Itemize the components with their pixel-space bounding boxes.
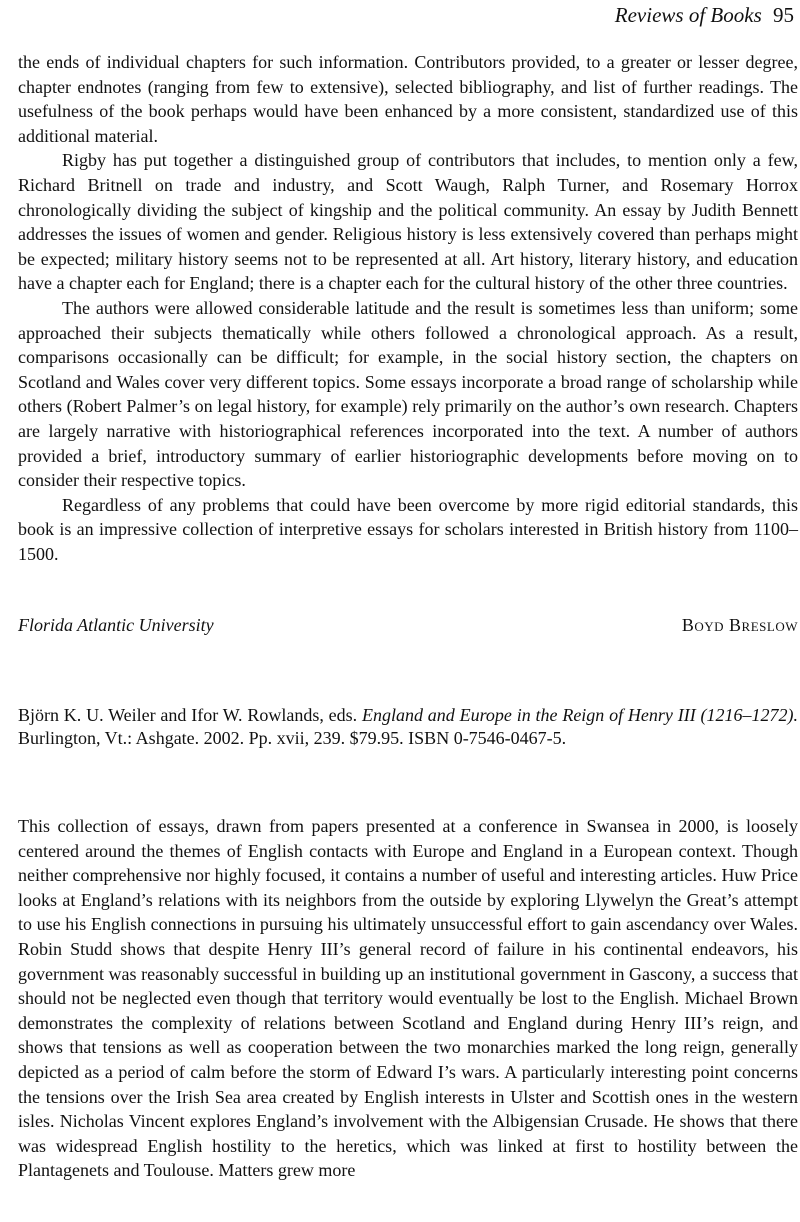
paragraph: This collection of essays, drawn from papers presented at a conference in Swansea in 2000, is loosely centered around the themes of English contacts with Europe and England in a European context. Though neither comprehensive nor highly focused, it contains a number of useful and interesting articles. Huw Price looks at England’s relations with its neighbors from the outside by exploring Llywelyn the Great’s attempt to use his English connections in pursuing his ultimately unsuccessful effort to gain ascendancy over Wales. Robin Studd shows that despite Henry III’s general record of failure in his continental endeavors, his government was reasonably successful in building up an institutional government in Gascony, a success that should not be neglected even though that territory would eventually be lost to the English. Michael Brown demonstrates the complexity of relations between Scotland and England during Henry III’s reign, and shows that tensions as well as cooperation between the two monarchies marked the long reign, generally depicted as a period of calm before the storm of Edward I’s wars. A particularly interesting point concerns the tensions over the Irish Sea area created by English interests in Ulster and Scottish ones in the western isles. Nicholas Vincent explores England’s involvement with the Albigensian Crusade. He shows that there was widespread English hostility to the heretics, which was linked at first to hostility between the Plantagenets and Toulouse. Matters grew more [18, 816, 798, 1181]
citation-publication: Burlington, Vt.: Ashgate. 2002. Pp. xvii, 239. $79.95. ISBN 0-7546-0467-5. [18, 728, 567, 748]
citation-book-title: England and Europe in the Reign of Henry III (1216–1272). [361, 705, 798, 725]
book-citation [18, 704, 798, 750]
citation-editors: Björn K. U. Weiler and Ifor W. Rowlands, eds. [18, 705, 358, 725]
paragraph-continued: the ends of individual chapters for such information. Contributors provided, to a greater or lesser degree, chapter endnotes (ranging from few to extensive), selected bibliography, and list of further readings. The usefulness of the book perhaps would have been enhanced by a more consistent, standardized use of this additional material. [18, 52, 798, 146]
review-signature [18, 612, 798, 638]
running-head [615, 2, 794, 28]
paragraph: Rigby has put together a distinguished group of contributors that includes, to mention only a few, Richard Britnell on trade and industry, and Scott Waugh, Ralph Turner, and Rosemary Horrox chronologically dividing the subject of kingship and the political community. An essay by Judith Bennett addresses the issues of women and gender. Religious history is less extensively covered than perhaps might be expected; military history seems not to be represented at all. Art history, literary history, and education have a chapter each for England; there is a chapter each for the cultural history of the other three countries. [18, 150, 798, 294]
next-review-body [18, 814, 798, 1183]
reviewer-affiliation: Florida Atlantic University [18, 615, 214, 635]
paragraph: The authors were allowed considerable latitude and the result is sometimes less than uniform; some approached their subjects thematically while others followed a chronological approach. As a result, comparisons occasionally can be difficult; for example, in the social history section, the chapters on Scotland and Wales cover very different topics. Some essays incorporate a broad range of scholarship while others (Robert Palmer’s on legal history, for example) rely primarily on the author’s own research. Chapters are largely narrative with historiographical references incorporated into the text. A number of authors provided a brief, introductory summary of earlier historiographic developments before moving on to consider their respective topics. [18, 297, 798, 491]
previous-review-body [18, 50, 798, 566]
paragraph: Regardless of any problems that could have been overcome by more rigid editorial standards, this book is an impressive collection of interpretive essays for scholars interested in British history from 1100–1500. [18, 494, 798, 564]
reviewer-name: Boyd Breslow [681, 615, 798, 635]
page-number: 95 [773, 3, 794, 27]
running-head-title: Reviews of Books [614, 3, 762, 27]
